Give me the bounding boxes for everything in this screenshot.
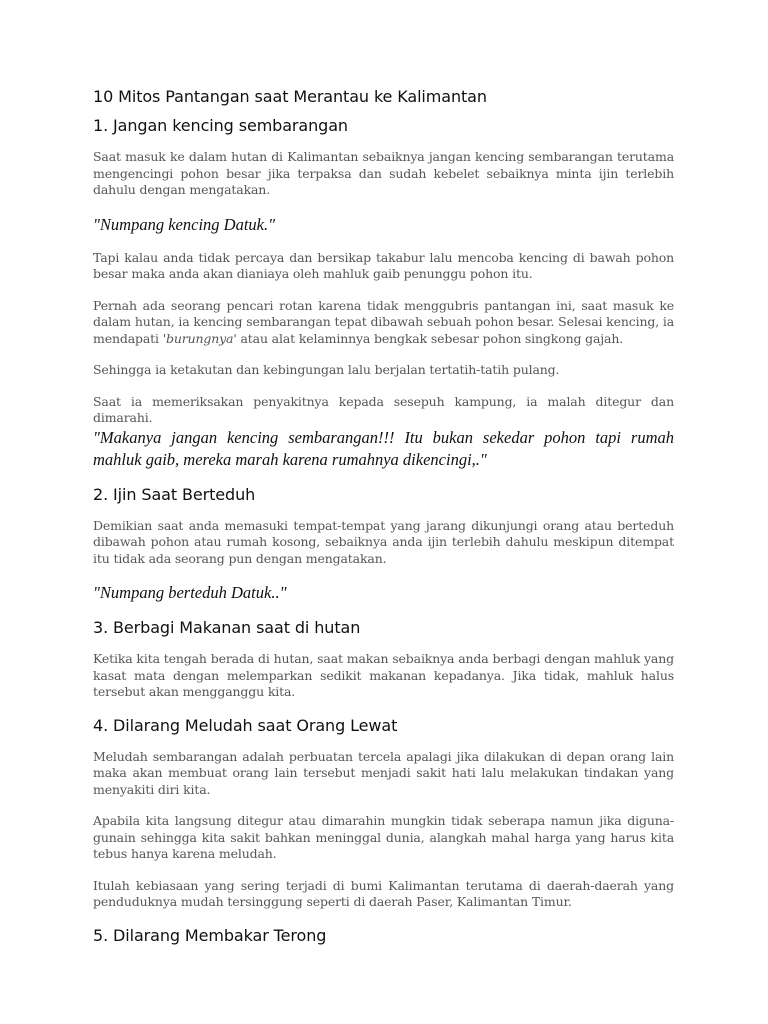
paragraph: Demikian saat anda memasuki tempat-tempat yang jarang dikunjungi orang atau berteduh dibawah pohon atau rumah kosong, sebaiknya anda ijin terlebih dahulu meskipun ditempat itu tidak ada seorang pun dengan mengatakan.	[93, 517, 674, 566]
paragraph: Saat ia memeriksakan penyakitnya kepada sesepuh kampung, ia malah ditegur dan dimarahi.	[93, 393, 674, 425]
document-title: 10 Mitos Pantangan saat Merantau ke Kalimantan	[93, 87, 487, 106]
section-heading-3: 3. Berbagi Makanan saat di hutan	[93, 618, 361, 637]
section-heading-5: 5. Dilarang Membakar Terong	[93, 925, 327, 945]
quote: "Numpang kencing Datuk."	[93, 214, 276, 234]
paragraph: Apabila kita langsung ditegur atau dimarahin mungkin tidak seberapa namun jika diguna-gunain sehingga kita sakit bahkan meninggal dunia, alangkah mahal harga yang harus kita tebus hanya karena meludah.	[93, 813, 674, 861]
paragraph: Meludah sembarangan adalah perbuatan tercela apalagi jika dilakukan di depan orang lain maka akan membuat orang lain tersebut menjadi sakit hati lalu melakukan tindakan yang menyakiti diri kita.	[93, 748, 674, 797]
quote: "Makanya jangan kencing sembarangan!!! Itu bukan sekedar pohon tapi rumah mahluk gaib, mereka marah karena rumahnya dikencingi,."	[93, 427, 674, 469]
paragraph-text: ' atau alat kelaminnya bengkak sebesar pohon singkong gajah.	[233, 330, 624, 346]
paragraph	[93, 298, 674, 348]
paragraph-text: Pernah ada seorang pencari rotan karena tidak menggubris pantangan ini, saat masuk ke dalam hutan, ia kencing sembarangan tepat dibawah sebuah pohon besar. Selesai kencing, ia mendapati '	[93, 297, 674, 346]
paragraph: Saat masuk ke dalam hutan di Kalimantan sebaiknya jangan kencing sembarangan terutama mengencingi pohon besar jika terpaksa dan sudah kebelet sebaiknya minta ijin terlebih dahulu dengan mengatakan.	[93, 149, 674, 197]
paragraph: Sehingga ia ketakutan dan kebingungan lalu berjalan tertatih-tatih pulang.	[93, 362, 560, 377]
quote: "Numpang berteduh Datuk.."	[93, 583, 287, 602]
emphasized-word: burungnya	[166, 330, 234, 346]
paragraph: Itulah kebiasaan yang sering terjadi di bumi Kalimantan terutama di daerah-daerah yang penduduknya mudah tersinggung seperti di daerah Paser, Kalimantan Timur.	[93, 877, 674, 909]
paragraph: Tapi kalau anda tidak percaya dan bersikap takabur lalu mencoba kencing di bawah pohon besar maka anda akan dianiaya oleh mahluk gaib penunggu pohon itu.	[93, 249, 674, 281]
section-heading-2: 2. Ijin Saat Berteduh	[93, 484, 256, 504]
section-heading-4: 4. Dilarang Meludah saat Orang Lewat	[93, 715, 398, 735]
paragraph: Ketika kita tengah berada di hutan, saat makan sebaiknya anda berbagi dengan mahluk yang kasat mata dengan melemparkan sedikit makanan kepadanya. Jika tidak, mahluk halus tersebut akan mengganggu kita.	[93, 651, 674, 699]
section-heading-1: 1. Jangan kencing sembarangan	[93, 116, 348, 135]
